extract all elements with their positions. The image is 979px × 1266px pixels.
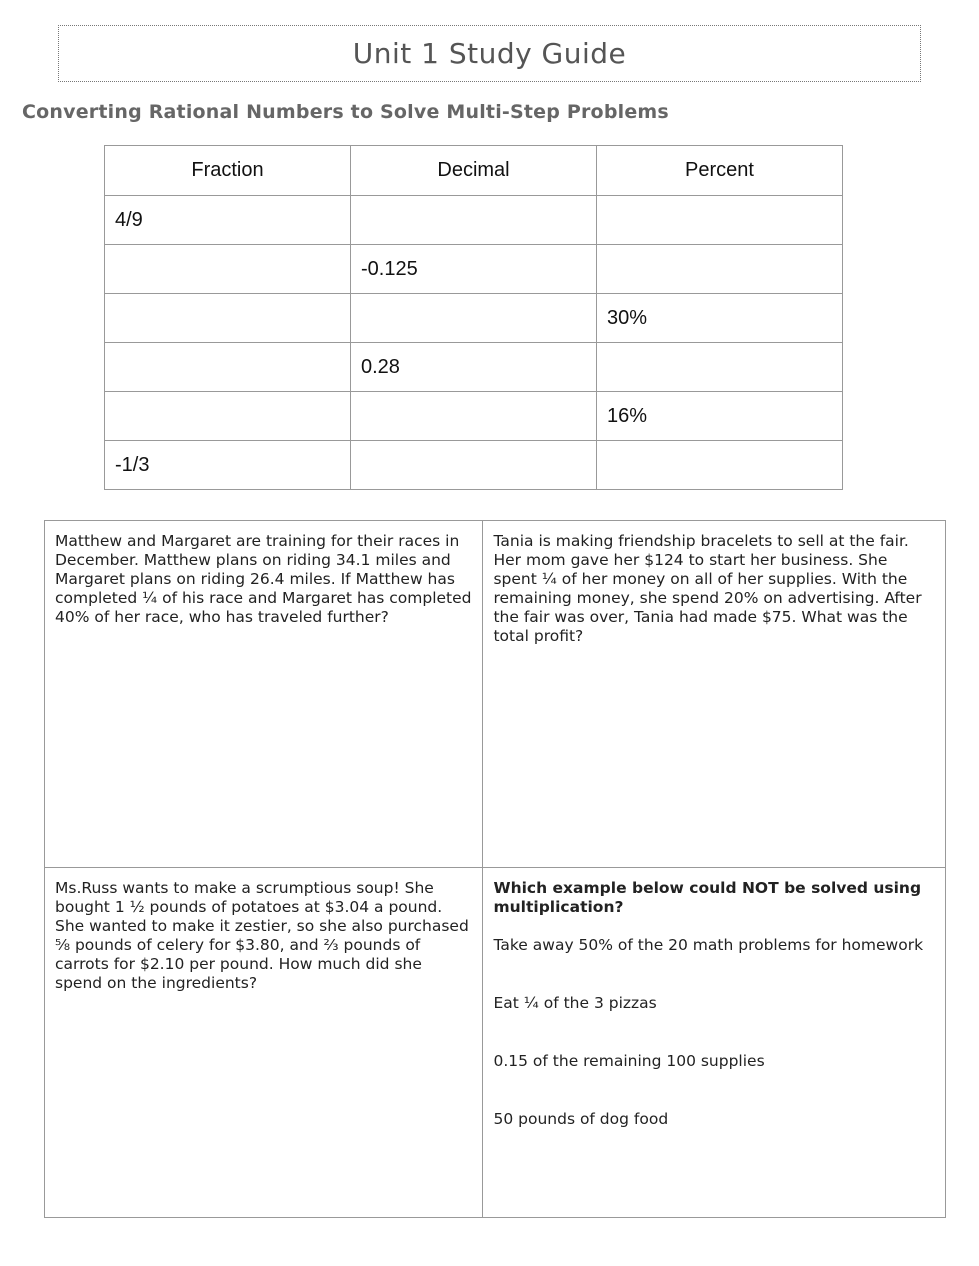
fraction-cell <box>105 245 351 294</box>
percent-cell: 30% <box>597 294 843 343</box>
percent-cell <box>597 245 843 294</box>
fraction-cell <box>105 294 351 343</box>
table-row <box>105 441 843 490</box>
problem-ms-russ <box>45 868 483 1218</box>
decimal-cell <box>351 196 597 245</box>
problems-row <box>45 868 946 1218</box>
answer-option: Eat ¼ of the 3 pizzas <box>493 994 657 1012</box>
table-row <box>105 245 843 294</box>
answer-option: 0.15 of the remaining 100 supplies <box>493 1052 765 1070</box>
percent-cell <box>597 441 843 490</box>
percent-cell <box>597 196 843 245</box>
table-row <box>105 196 843 245</box>
fraction-cell <box>105 392 351 441</box>
fraction-cell: 4/9 <box>105 196 351 245</box>
problems-grid <box>44 520 946 1218</box>
answer-option: Take away 50% of the 20 math problems for homework <box>493 936 924 954</box>
answer-option: 50 pounds of dog food <box>493 1110 669 1128</box>
problem-text: Matthew and Margaret are training for their races in December. Matthew plans on riding 34.1 miles and Margaret plans on riding 26.4 miles. If Matthew has completed ¼ of his race and Margaret has completed 40% of her race, who has traveled further? <box>55 532 472 626</box>
question-text: Which example below could NOT be solved using multiplication? <box>493 879 922 916</box>
page-title: Unit 1 Study Guide <box>352 37 627 70</box>
problem-text: Tania is making friendship bracelets to sell at the fair. Her mom gave her $124 to start her business. She spent ¼ of her money on all of her supplies. With the remaining money, she spend 20% on advertising. After the fair was over, Tania had made $75. What was the total profit? <box>493 532 922 645</box>
table-row <box>105 294 843 343</box>
problems-row <box>45 521 946 868</box>
decimal-cell <box>351 294 597 343</box>
conversion-table <box>104 145 843 490</box>
section-heading: Converting Rational Numbers to Solve Multi-Step Problems <box>22 101 669 123</box>
header-decimal: Decimal <box>351 146 597 196</box>
problem-matthew-margaret <box>45 521 483 868</box>
problem-tania <box>483 521 946 868</box>
percent-cell <box>597 343 843 392</box>
title-box <box>58 25 921 82</box>
decimal-cell <box>351 392 597 441</box>
decimal-cell <box>351 441 597 490</box>
header-percent: Percent <box>597 146 843 196</box>
problem-multiplication <box>483 868 946 1218</box>
percent-cell: 16% <box>597 392 843 441</box>
decimal-cell: 0.28 <box>351 343 597 392</box>
decimal-cell: -0.125 <box>351 245 597 294</box>
table-header-row <box>105 146 843 196</box>
fraction-cell <box>105 343 351 392</box>
header-fraction: Fraction <box>105 146 351 196</box>
problem-text: Ms.Russ wants to make a scrumptious soup! She bought 1 ½ pounds of potatoes at $3.04 a pound. She wanted to make it zestier, so she also purchased ⅝ pounds of celery for $3.80, and ⅔ pounds of carrots for $2.10 per pound. How much did she spend on the ingredients? <box>55 879 469 992</box>
table-row <box>105 343 843 392</box>
table-row <box>105 392 843 441</box>
fraction-cell: -1/3 <box>105 441 351 490</box>
